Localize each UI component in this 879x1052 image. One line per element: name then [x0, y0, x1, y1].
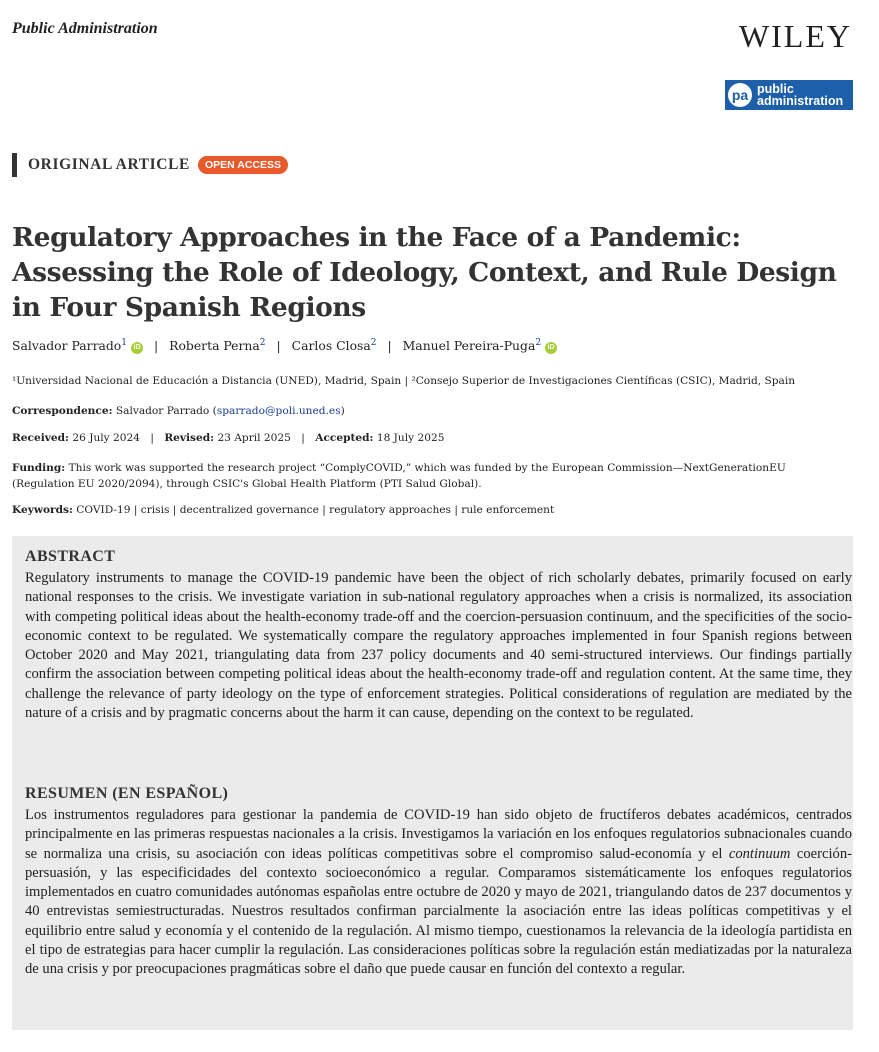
correspondence-label: Correspondence: — [12, 405, 113, 417]
correspondence: Correspondence: Salvador Parrado (sparrado@poli.uned.es) — [12, 405, 345, 417]
orcid-icon[interactable]: iD — [545, 342, 557, 354]
author-affil-sup[interactable]: 2 — [259, 338, 266, 348]
date-separator: | — [150, 432, 154, 444]
pa-logo-mark: pa — [728, 83, 752, 107]
resumen-text-part2: coerción-persuasión, y las especificidades del contexto socioeconómico a regular. Comparamos sistemáticamente los enfoques regulatorios implementados en cuatro comunidades autónomas españolas entre octubre de 2020 y mayo de 2021, triangulando datos de 237 documentos y 40 entrevistas semiestructuradas. Nuestros resultados confirman parcialmente la asociación entre las ideas políticas competitivas y el equilibrio entre salud y economía y el contenido de la regulación. Al mismo tiempo, cuestionamos la relevancia de la ideología partidista en el tipo de estrategias para hacer cumplir la regulación. Las consideraciones políticas sobre la regulación están mediatizadas por la naturaleza de una crisis y por preocupaciones pragmáticas sobre el daño que puede causar en función del contexto a regular. — [25, 845, 852, 978]
revised-label: Revised: — [164, 432, 215, 444]
resumen-text-part1: Los instrumentos reguladores para gestionar la pandemia de COVID-19 han sido objeto de fructíferos debates académicos, centrados principalmente en las primeras respuestas nacionales a la crisis. Investigamos la variación en los enfoques regulatorios subnacionales cuando se normaliza una crisis, su asociación con ideas políticas competitivas sobre el compromiso salud-economía y el — [25, 807, 852, 862]
article-dates — [12, 432, 444, 444]
resumen-heading: RESUMEN (EN ESPAÑOL) — [25, 785, 229, 802]
publisher-logo[interactable]: WILEY — [738, 18, 852, 54]
author-name[interactable]: Roberta Perna — [169, 338, 260, 354]
author-affil-sup[interactable]: 2 — [370, 338, 377, 348]
pa-logo-line2: administration — [757, 94, 844, 108]
received-label: Received: — [12, 432, 69, 444]
keywords — [12, 504, 554, 516]
author-separator: | — [387, 338, 392, 354]
pa-logo-text — [757, 83, 843, 107]
abstract-heading: ABSTRACT — [25, 548, 116, 565]
orcid-icon[interactable]: iD — [131, 342, 143, 354]
author-separator: | — [153, 338, 159, 354]
keywords-text: COVID-19 | crisis | decentralized governance | regulatory approaches | rule enforcement — [76, 504, 555, 516]
article-type-label: ORIGINAL ARTICLE — [28, 156, 190, 173]
author-affil-sup[interactable]: 1 — [121, 338, 128, 348]
correspondence-name: Salvador Parrado — [115, 405, 210, 417]
article-type-bar — [12, 153, 17, 177]
open-access-badge[interactable]: OPEN ACCESS — [198, 156, 288, 174]
correspondence-email-link[interactable]: sparrado@poli.uned.es — [216, 405, 341, 417]
resumen-italic-term: continuum — [728, 845, 791, 862]
keywords-label: Keywords: — [12, 504, 73, 516]
author-list — [12, 338, 557, 354]
public-administration-logo[interactable] — [725, 80, 853, 110]
funding-text: This work was supported the research project “ComplyCOVID,” which was funded by the European Commission—NextGenerationEU (Regulation EU 2020/2094), through CSIC's Global Health Platform (PTI Salud Global). — [12, 462, 786, 490]
journal-name: Public Administration — [12, 20, 158, 37]
author-name[interactable]: Carlos Closa — [291, 338, 371, 354]
article-type — [12, 153, 288, 177]
author-name[interactable]: Manuel Pereira-Puga — [402, 338, 536, 354]
pa-logo-line1: public — [757, 82, 794, 96]
resumen-text — [25, 806, 852, 980]
abstract-text: Regulatory instruments to manage the COVID-19 pandemic have been the object of rich scholarly debates, primarily focused on early national responses to the crisis. We investigate variation in sub-national regulatory approaches when a crisis is normalized, its association with competing political ideas about the health-economy trade-off and the coercion-persuasion continuum, and the specificities of the socio-economic context to be regulated. We systematically compare the regulatory approaches implemented in four Spanish regions between October 2020 and May 2021, triangulating data from 237 policy documents and 40 semi-structured interviews. Our findings partially confirm the association between competing political ideas about the health-economy trade-off and regulation content. At the same time, they challenge the relevance of party ideology on the type of enforcement strategies. Political considerations of regulation are mediated by the nature of a crisis and by pragmatic concerns about the harm it can cause, depending on the context to be regulated. — [25, 570, 852, 722]
affiliations: ¹Universidad Nacional de Educación a Distancia (UNED), Madrid, Spain | ²Consejo Superior de Investigaciones Científicas (CSIC), Madrid, Spain — [12, 375, 796, 387]
abstract-box — [12, 536, 853, 1030]
article-title: Regulatory Approaches in the Face of a Pandemic: Assessing the Role of Ideology, Context, and Rule Design in Four Spanish Regions — [12, 222, 837, 323]
received-date: 26 July 2024 — [72, 432, 140, 444]
author-separator: | — [276, 338, 281, 354]
funding-label: Funding: — [12, 462, 66, 474]
author-affil-sup[interactable]: 2 — [535, 338, 542, 348]
date-separator: | — [301, 432, 305, 444]
accepted-date: 18 July 2025 — [376, 432, 445, 444]
accepted-label: Accepted: — [315, 432, 374, 444]
author-name[interactable]: Salvador Parrado — [12, 338, 122, 354]
revised-date: 23 April 2025 — [217, 432, 291, 444]
funding — [12, 461, 842, 492]
